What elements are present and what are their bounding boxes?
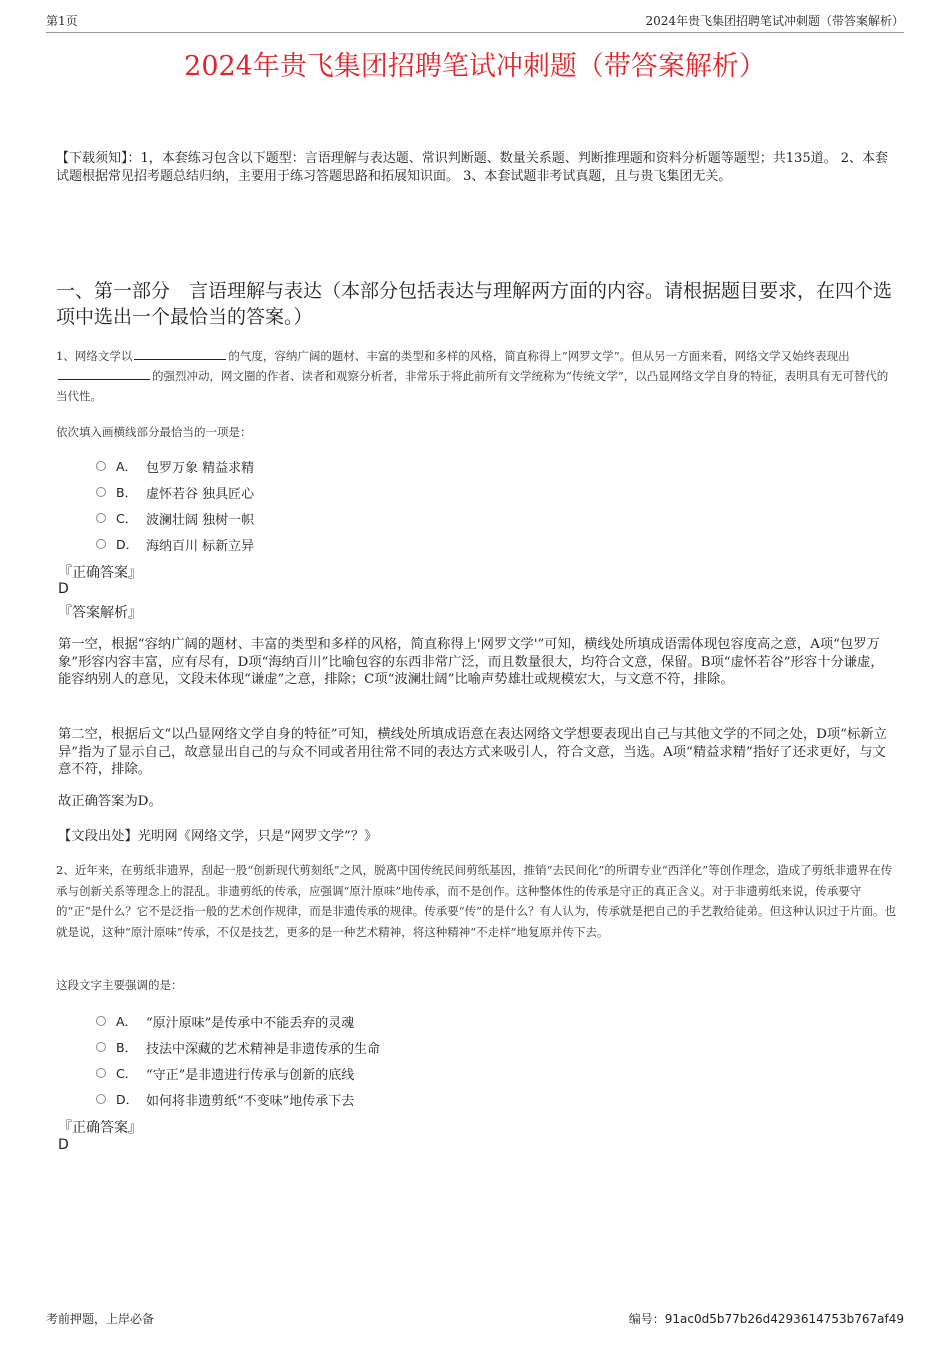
page-number: 第1页 — [46, 14, 78, 28]
fill-blank-2 — [58, 367, 150, 380]
page-footer — [46, 1310, 904, 1327]
question-1-options — [96, 453, 254, 557]
radio-icon[interactable] — [96, 539, 106, 549]
radio-icon[interactable] — [96, 1042, 106, 1052]
section-heading: 一、第一部分 言语理解与表达（本部分包括表达与理解两方面的内容。请根据题目要求，在四个选项中选出一个最恰当的答案。） — [56, 280, 893, 328]
radio-icon[interactable] — [96, 513, 106, 523]
radio-icon[interactable] — [96, 1016, 106, 1026]
page-title: 2024年贵飞集团招聘笔试冲刺题（带答案解析） — [184, 51, 766, 82]
question-1-stem — [56, 346, 898, 406]
fill-blank-1 — [134, 347, 226, 360]
analysis-conclusion: 故正确答案为D。 — [58, 794, 162, 809]
answer-value: D — [58, 1137, 69, 1153]
option-b[interactable]: B． 虚怀若谷 独具匠心 — [96, 479, 254, 505]
q1-text-part3: 的强烈冲动，网文圈的作者、读者和观察分析者，非常乐于将此前所有文学统称为“传统文学”，以凸显网络文学自身的特征，表明具有无可替代的当代性。 — [56, 369, 889, 403]
answer-value: D — [58, 581, 69, 597]
page-header — [46, 12, 904, 33]
document-code: 编号：91ac0d5b77b26d4293614753b767af49 — [628, 1312, 904, 1326]
answer-label: 『正确答案』 — [58, 1120, 142, 1136]
radio-icon[interactable] — [96, 461, 106, 471]
analysis-paragraph-2: 第二空，根据后文“以凸显网络文学自身的特征”可知，横线处所填成语意在表达网络文学想要表现出自己与其他文学的不同之处，D项“标新立异”指为了显示自己，故意显出自己的与众不同或者用往常不同的表达方式来吸引人，符合文意，当选。A项“精益求精”指好了还求更好，与文意不符，排除。 — [58, 727, 887, 777]
footer-slogan: 考前押题，上岸必备 — [46, 1312, 155, 1326]
radio-icon[interactable] — [96, 487, 106, 497]
option-d[interactable]: D． 海纳百川 标新立异 — [96, 531, 254, 557]
source-citation: 【文段出处】光明网《网络文学，只是“网罗文学”？》 — [58, 829, 378, 844]
question-2-prompt: 这段文字主要强调的是： — [56, 978, 183, 992]
option-a[interactable]: A． “原汁原味”是传承中不能丢弃的灵魂 — [96, 1008, 380, 1034]
download-notice: 【下载须知】：1，本套练习包含以下题型：言语理解与表达题、常识判断题、数量关系题、判断推理题和资料分析题等题型；共135道。 2、本套试题根据常见招考题总结归纳，主要用于练习答题思路和拓展知识面。 3、本套试题非考试真题，且与贵飞集团无关。 — [56, 151, 888, 184]
option-a[interactable]: A． 包罗万象 精益求精 — [96, 453, 254, 479]
option-c[interactable]: C． 波澜壮阔 独树一帜 — [96, 505, 254, 531]
q1-text-part2: 的气度，容纳广阔的题材、丰富的类型和多样的风格，简直称得上“网罗文学”。但从另一方面来看，网络文学又始终表现出 — [228, 349, 850, 363]
analysis-label: 『答案解析』 — [58, 605, 142, 621]
question-2-stem: 2、近年来，在剪纸非遗界，刮起一股“创新现代剪刻纸”之风，脱离中国传统民间剪纸基因，推销“去民间化”的所谓专业“西洋化”等创作理念，造成了剪纸非遗界在传承与创新关系等理念上的混乱。非遗剪纸的传承，应强调“原汁原味”地传承，而不是创作。这种整体性的传承是守正的真正含义。对于非遗剪纸来说，传承要守的“正”是什么？它不是泛指一般的艺术创作规律，而是非遗传承的规律。传承要“传”的是什么？有人认为，传承就是把自己的手艺教给徒弟。但这种认识过于片面。也就是说，这种“原汁原味”传承，不仅是技艺，更多的是一种艺术精神，将这种精神“不走样”地复原并传下去。 — [56, 863, 897, 939]
option-d[interactable]: D． 如何将非遗剪纸“不变味”地传承下去 — [96, 1086, 380, 1112]
option-b[interactable]: B． 技法中深藏的艺术精神是非遗传承的生命 — [96, 1034, 380, 1060]
analysis-paragraph-1: 第一空，根据“容纳广阔的题材、丰富的类型和多样的风格，简直称得上'网罗文学'”可知，横线处所填成语需体现包容度高之意，A项“包罗万象”形容内容丰富，应有尽有，D项“海纳百川”比喻包容的东西非常广泛，而且数量很大，均符合文意，保留。B项“虚怀若谷”形容十分谦虚，能容纳别人的意见，文段未体现“谦虚”之意，排除；C项“波澜壮阔”比喻声势雄壮或规模宏大，与文意不符，排除。 — [58, 637, 884, 687]
question-1-prompt: 依次填入画横线部分最恰当的一项是： — [56, 425, 252, 439]
q1-text-part1: 1、网络文学以 — [56, 349, 133, 363]
radio-icon[interactable] — [96, 1068, 106, 1078]
answer-label: 『正确答案』 — [58, 565, 142, 581]
option-c[interactable]: C． “守正”是非遗进行传承与创新的底线 — [96, 1060, 380, 1086]
radio-icon[interactable] — [96, 1094, 106, 1104]
question-2-options — [96, 1008, 380, 1112]
header-doc-title: 2024年贵飞集团招聘笔试冲刺题（带答案解析） — [645, 14, 904, 28]
